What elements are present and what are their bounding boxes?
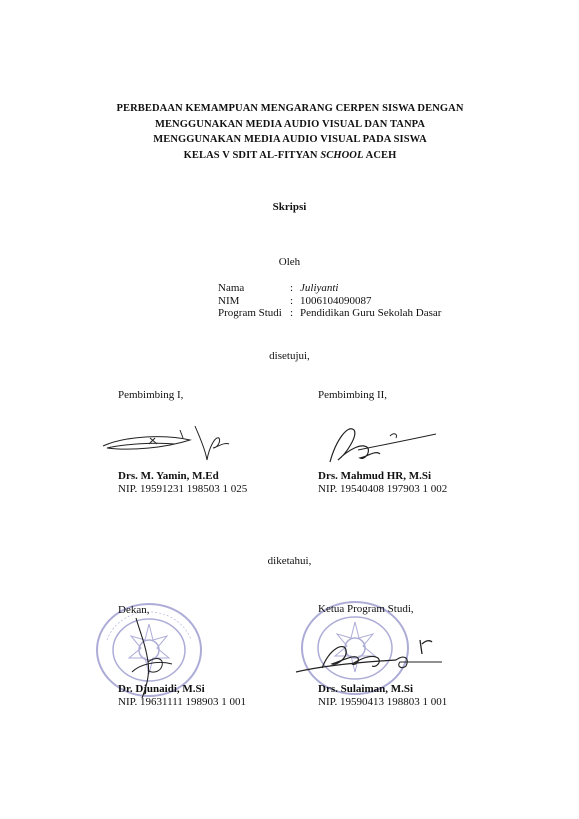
- head-name: Drs. Sulaiman, M.Si: [318, 683, 414, 695]
- known-label: diketahui,: [267, 555, 312, 567]
- by-label: Oleh: [278, 256, 301, 268]
- student-name: Juliyanti: [300, 282, 339, 294]
- supervisor2-nip: NIP. 19540408 197903 1 002: [318, 483, 448, 495]
- approved-label: disetujui,: [269, 350, 310, 362]
- dean-role: Dekan,: [118, 604, 150, 616]
- signature-head: [292, 636, 452, 686]
- dean-block: [118, 683, 246, 709]
- title-line: PERBEDAAN KEMAMPUAN MENGARANG CERPEN SISWA DENGAN: [116, 103, 464, 114]
- supervisor1-role: Pembimbing I,: [118, 389, 184, 401]
- name-row: Nama : Juliyanti: [218, 282, 339, 294]
- head-role: Ketua Program Studi,: [318, 603, 414, 615]
- title-line: KELAS V SDIT AL-FITYAN SCHOOL ACEH: [183, 149, 397, 161]
- signature-supervisor1: [95, 418, 245, 473]
- title-line: MENGGUNAKAN MEDIA AUDIO VISUAL PADA SISWA: [153, 134, 427, 145]
- supervisor2-role: Pembimbing II,: [318, 389, 388, 401]
- supervisor1-name: Drs. M. Yamin, M.Ed: [118, 470, 219, 482]
- signature-supervisor2: [318, 420, 448, 470]
- student-nim: 1006104090087: [300, 294, 372, 307]
- supervisor1-block: [118, 470, 247, 496]
- student-prodi: Pendidikan Guru Sekolah Dasar: [300, 307, 442, 319]
- supervisor2-block: [318, 470, 447, 496]
- supervisor2-name: Drs. Mahmud HR, M.Si: [318, 470, 432, 482]
- head-nip: NIP. 19590413 198803 1 001: [318, 696, 448, 708]
- dean-nip: NIP. 19631111 198903 1 001: [118, 696, 247, 708]
- dean-name: Dr. Djunaidi, M.Si: [118, 683, 205, 695]
- prodi-row: Program Studi : Pendidikan Guru Sekolah Dasar: [218, 307, 442, 319]
- title-line: MENGGUNAKAN MEDIA AUDIO VISUAL DAN TANPA: [154, 118, 426, 130]
- thesis-title: [90, 101, 490, 163]
- student-info: [218, 282, 441, 320]
- document-type: Skripsi: [272, 201, 307, 213]
- head-block: [318, 683, 447, 709]
- nim-row: NIM : 1006104090087: [218, 294, 372, 307]
- supervisor1-nip: NIP. 19591231 198503 1 025: [118, 483, 248, 495]
